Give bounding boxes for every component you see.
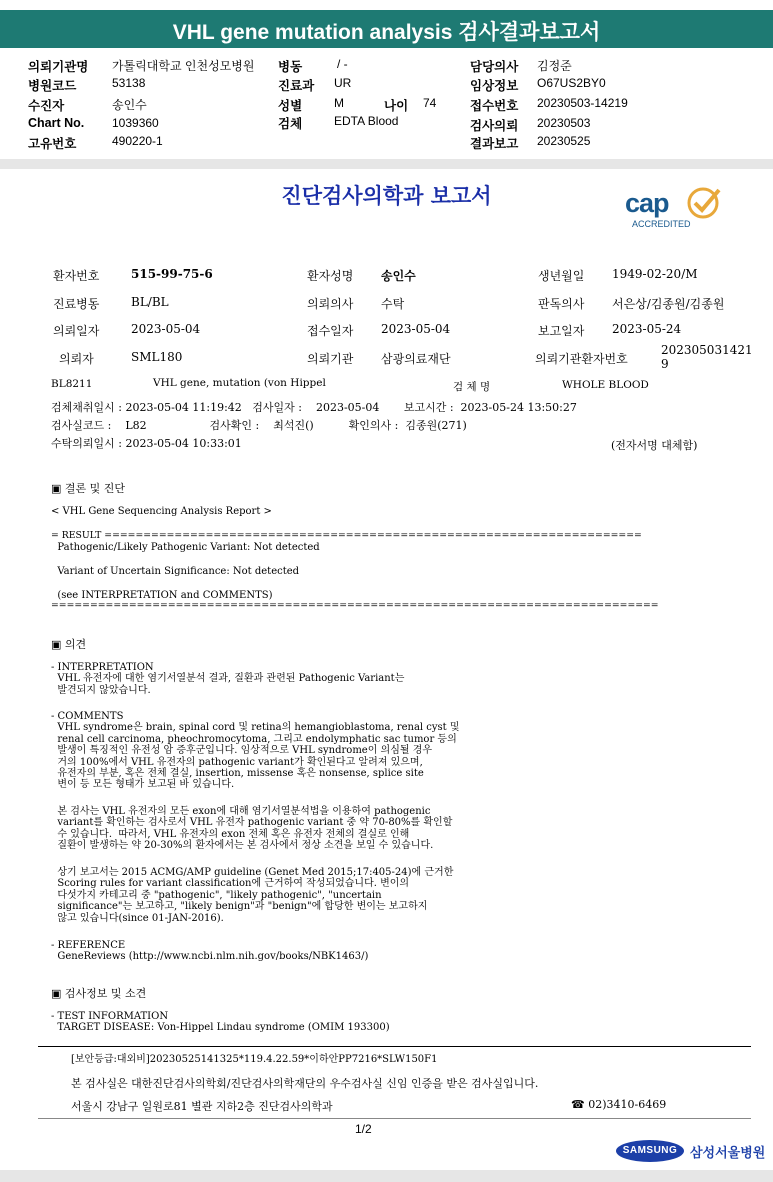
samsung-logo: [616, 1140, 684, 1162]
interpretation: - INTERPRETATION VHL 유전자에 대한 염기서열분석 결과, 질환과 관련된 Pathogenic Variant는 발견되지 않았습니다.: [51, 662, 405, 696]
comments-paragraph: 본 검사는 VHL 유전자의 모든 exon에 대해 염기서열분석법을 이용하여 pathogenic variant를 확인하는 검사로서 VHL 유전자 pathogenic variant 중 약 70-80%를 확인할 수 있습니다. 따라서, VHL 유전자의 exon 전체 혹은 유전자 전체의 결실로 인해 질환이 발생하는 약 20-30%의 환자에서는 본 검사에서 정상 소견을 보일 수 있습니다.: [57, 806, 453, 852]
specimen-value: WHOLE BLOOD: [562, 379, 649, 391]
reference: - REFERENCE GeneReviews (http://www.ncbi.nlm.nih.gov/books/NBK1463/): [51, 940, 369, 963]
patient-key: 의뢰기관: [307, 352, 354, 366]
comments-paragraph: - COMMENTS VHL syndrome은 brain, spinal cord 및 retina의 hemangioblastoma, renal cyst 및 renal cell carcinoma, pheochromocytoma, 그리고 endolymphatic sac tumor 등의 발생이 특징적인 유전성 암 증후군입니다. 임상적으로 VHL syndrome이 의심될 경우 거의 100%에서 VHL 유전자의 pathogenic variant가 확인된다고 알려져 있으며, 유전자의 부분, 혹은 전체 결실, insertion, missense 혹은 nonsense, splice site 변이 등 모든 형태가 보고된 바 있습니다.: [51, 711, 460, 791]
patient-key: 의뢰자: [59, 352, 94, 366]
page-number: 1/2: [355, 1122, 372, 1136]
patient-key: 접수일자: [307, 324, 354, 338]
hospital-name: 삼성서울병원: [690, 1145, 766, 1160]
patient-value: 삼광의료재단: [381, 352, 451, 366]
patient-key: 의뢰일자: [53, 324, 100, 338]
test-code: BL8211: [51, 378, 93, 390]
hdr-key: 나이: [384, 99, 409, 113]
hdr-key: 검체: [278, 117, 303, 131]
hdr-key: 병동: [278, 60, 303, 74]
patient-key: 의뢰의사: [307, 297, 354, 311]
lab-phone: ☎ 02)3410-6469: [571, 1098, 667, 1111]
header-divider: [0, 159, 773, 169]
patient-value: 9: [661, 357, 669, 371]
report-title: VHL gene mutation analysis 검사결과보고서: [172, 21, 601, 44]
hdr-key: 병원코드: [28, 79, 77, 93]
hdr-key: 고유번호: [28, 137, 77, 151]
test-information: - TEST INFORMATION TARGET DISEASE: Von-Hippel Lindau syndrome (OMIM 193300): [51, 1011, 390, 1034]
hdr-value: 20230503: [537, 116, 591, 130]
check-badge-icon: [685, 186, 725, 220]
hdr-value: 74: [423, 96, 437, 110]
security-line: [보안등급:대외비]20230525141325*119.4.22.59*이하안PP7216*SLW150F1: [71, 1054, 438, 1065]
patient-value: 2023-05-04: [131, 322, 201, 336]
hdr-key: 검사의뢰: [470, 119, 519, 133]
e-signature-note: (전자서명 대체함): [611, 439, 698, 452]
hdr-key: 임상정보: [470, 79, 519, 93]
section-title-test-info: ▣ 검사정보 및 소견: [51, 987, 147, 1000]
cap-logo-text: cap: [625, 188, 669, 218]
hdr-key: 접수번호: [470, 99, 519, 113]
patient-value: 송인수: [381, 269, 416, 283]
comments-paragraph: 상기 보고서는 2015 ACMG/AMP guideline (Genet Med 2015;17:405-24)에 근거한 Scoring rules for variant classification에 근거하여 작성되었습니다. 변이의 다섯가지 카테고리 중 "pathogenic", "likely pathogenic", "uncertain significance"는 보고하고, "likely benign"과 "benign"에 합당한 변이는 보고하지 않고 있습니다(since 01-JAN-2016).: [57, 867, 454, 924]
specimen-label: 검 체 명: [453, 381, 491, 393]
patient-value: 2023-05-04: [381, 322, 451, 336]
patient-key: 생년월일: [538, 269, 585, 283]
result-divider: = RESULT =====================================================================: [51, 530, 642, 541]
hdr-key: 진료과: [278, 79, 315, 93]
hdr-value: 20230525: [537, 134, 591, 148]
test-info-line: 검사실코드 : L82 검사확인 : 최석진() 확인의사 : 김종원(271): [51, 419, 467, 432]
report-title-bar: [0, 10, 773, 48]
hdr-value: M: [334, 96, 344, 110]
result-line: Variant of Uncertain Significance: Not detected: [51, 566, 300, 577]
patient-value: 515-99-75-6: [131, 267, 213, 281]
patient-value: 202305031421: [661, 343, 753, 357]
bottom-margin: [0, 1170, 773, 1182]
patient-key: 진료병동: [53, 297, 100, 311]
hdr-key: 담당의사: [470, 60, 519, 74]
result-divider: ==============================================================================: [51, 600, 659, 611]
patient-key: 의뢰기관환자번호: [535, 352, 628, 366]
hdr-key: 성별: [278, 99, 303, 113]
patient-key: 보고일자: [538, 324, 585, 338]
hdr-value: EDTA Blood: [334, 114, 399, 128]
patient-value: 2023-05-24: [612, 322, 682, 336]
patient-key: 환자번호: [53, 269, 100, 283]
lab-address: 서울시 강남구 일원로81 별관 지하2층 진단검사의학과: [71, 1100, 333, 1113]
hdr-value: / -: [337, 57, 348, 71]
samsung-logo-text: SAMSUNG: [622, 1145, 678, 1156]
hdr-value: 20230503-14219: [537, 96, 628, 110]
hdr-value: 53138: [112, 76, 146, 90]
patient-value: 수탁: [381, 297, 405, 311]
hdr-value: 김정준: [537, 59, 572, 73]
hdr-value: 490220-1: [112, 134, 163, 148]
hdr-value: 가톨릭대학교 인천성모병원: [112, 59, 255, 73]
hdr-value: 1039360: [112, 116, 159, 130]
hdr-key: 결과보고: [470, 137, 519, 151]
test-info-line: 수탁의뢰일시 : 2023-05-04 10:33:01: [51, 437, 242, 450]
test-info-line: 검체채취일시 : 2023-05-04 11:19:42 검사일자 : 2023-05-04 보고시간 : 2023-05-24 13:50:27: [51, 401, 577, 414]
patient-key: 판독의사: [538, 297, 585, 311]
hdr-value: 송인수: [112, 98, 147, 112]
section-title-conclusion: ▣ 결론 및 진단: [51, 482, 126, 495]
patient-value: 서은상/김종원/김종원: [612, 297, 725, 311]
footer-divider: [38, 1118, 751, 1119]
certification-note: 본 검사실은 대한진단검사의학회/진단검사의학재단의 우수검사실 신임 인증을 받은 검사실입니다.: [71, 1077, 539, 1090]
hdr-key: 수진자: [28, 99, 65, 113]
hdr-key: Chart No.: [28, 116, 85, 130]
patient-value: SML180: [131, 350, 183, 364]
hdr-value: O67US2BY0: [537, 76, 606, 90]
section-title-opinion: ▣ 의견: [51, 638, 87, 651]
doc-title: 진단검사의학과 보고서: [281, 183, 492, 208]
hdr-key: 의뢰기관명: [28, 60, 89, 74]
result-line: Pathogenic/Likely Pathogenic Variant: Not detected: [51, 542, 320, 553]
patient-value: BL/BL: [131, 295, 169, 309]
cap-accredited-logo: [625, 186, 735, 236]
cap-logo-subtext: ACCREDITED: [632, 219, 691, 229]
patient-key: 환자성명: [307, 269, 354, 283]
hdr-value: UR: [334, 76, 352, 90]
report-name: < VHL Gene Sequencing Analysis Report >: [51, 506, 272, 517]
test-name: VHL gene, mutation (von Hippel: [153, 377, 326, 389]
footer-divider: [38, 1046, 751, 1047]
result-line: (see INTERPRETATION and COMMENTS): [51, 590, 273, 601]
patient-value: 1949-02-20/M: [612, 267, 698, 281]
